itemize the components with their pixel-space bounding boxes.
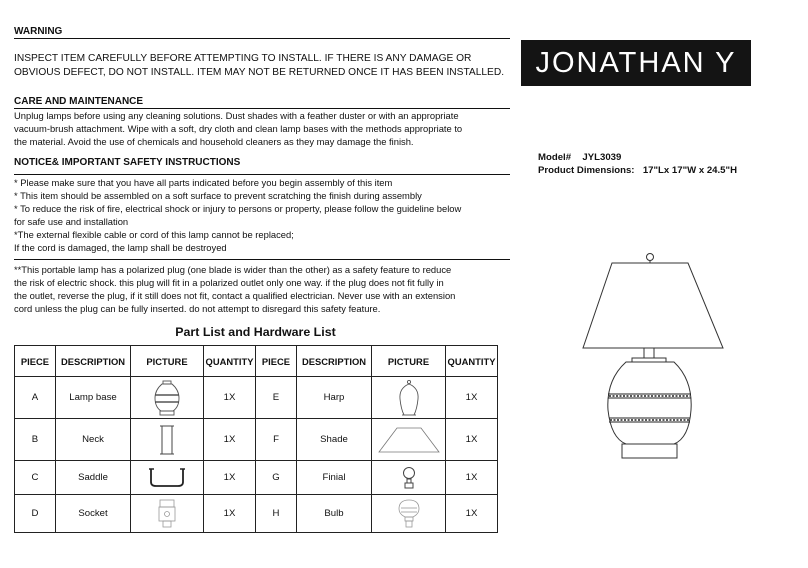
header-piece: PIECE — [256, 346, 297, 377]
plug-line: the risk of electric shock. this plug will fit in a polarized outlet only one way. if the plug does not fit fully in — [14, 277, 444, 288]
piece-description: Shade — [297, 419, 372, 461]
piece-description: Neck — [56, 419, 131, 461]
dimensions-row — [538, 164, 737, 177]
piece-description: Harp — [297, 377, 372, 419]
piece-picture — [372, 419, 446, 461]
dimensions-value: 17"Lx 17"W x 24.5"H — [642, 165, 737, 176]
model-label: Model# — [538, 152, 572, 163]
piece-picture — [372, 377, 446, 419]
piece-description: Finial — [297, 461, 372, 495]
shade-icon — [377, 425, 441, 455]
piece-letter: B — [15, 419, 56, 461]
piece-picture — [131, 495, 204, 533]
piece-letter: F — [256, 419, 297, 461]
plug-line: the outlet, reverse the plug, if it still does not fit, contact a qualified electrician. Never use with an extension — [14, 290, 456, 301]
table-row — [15, 495, 498, 533]
neck-icon — [157, 424, 177, 456]
piece-letter: E — [256, 377, 297, 419]
parts-table — [14, 345, 498, 533]
parts-list-title: Part List and Hardware List — [175, 325, 336, 339]
notice-line: for safe use and installation — [14, 216, 129, 227]
piece-quantity: 1X — [446, 495, 498, 533]
piece-letter: H — [256, 495, 297, 533]
piece-letter: C — [15, 461, 56, 495]
warning-line: INSPECT ITEM CAREFULLY BEFORE ATTEMPTING TO INSTALL. IF THERE IS ANY DAMAGE OR — [14, 53, 472, 64]
brand-logo: JONATHAN Y — [521, 40, 751, 86]
model-row — [538, 151, 737, 164]
piece-picture — [131, 419, 204, 461]
table-row — [15, 461, 498, 495]
care-line: vacuum-brush attachment. Wipe with a soft, dry cloth and clean lamp bases with the methods appropriate to — [14, 123, 463, 134]
lamp-illustration — [578, 246, 728, 462]
piece-quantity: 1X — [446, 377, 498, 419]
parts-header-row — [15, 346, 498, 377]
warning-rule — [14, 38, 510, 39]
table-row — [15, 419, 498, 461]
notice-line: If the cord is damaged, the lamp shall be destroyed — [14, 242, 227, 253]
piece-description: Socket — [56, 495, 131, 533]
piece-quantity: 1X — [204, 495, 256, 533]
notice-line: * To reduce the risk of fire, electrical shock or injury to persons or property, please follow the guideline below — [14, 203, 462, 214]
piece-quantity: 1X — [204, 461, 256, 495]
header-quantity: QUANTITY — [446, 346, 498, 377]
notice-text — [14, 176, 461, 254]
header-description: DESCRIPTION — [56, 346, 131, 377]
piece-picture — [372, 495, 446, 533]
plug-line: cord unless the plug can be fully inserted. do not attempt to disregard this safety feature. — [14, 303, 381, 314]
warning-text — [14, 52, 504, 80]
notice-rule — [14, 174, 510, 175]
piece-quantity: 1X — [204, 419, 256, 461]
finial-icon — [400, 465, 418, 491]
header-picture: PICTURE — [131, 346, 204, 377]
notice-divider — [14, 259, 510, 260]
saddle-icon — [147, 466, 187, 490]
notice-line: * Please make sure that you have all parts indicated before you begin assembly of this item — [14, 177, 393, 188]
care-line: Unplug lamps before using any cleaning solutions. Dust shades with a feather duster or with an appropriate — [14, 110, 459, 121]
piece-description: Saddle — [56, 461, 131, 495]
notice-line: * This item should be assembled on a soft surface to prevent scratching the finish during assembly — [14, 190, 422, 201]
header-picture: PICTURE — [372, 346, 446, 377]
header-description: DESCRIPTION — [297, 346, 372, 377]
product-info — [538, 151, 737, 177]
plug-text — [14, 263, 455, 315]
piece-picture — [131, 461, 204, 495]
notice-line: *The external flexible cable or cord of this lamp cannot be replaced; — [14, 229, 294, 240]
piece-quantity: 1X — [446, 461, 498, 495]
harp-icon — [395, 379, 423, 417]
warning-line: OBVIOUS DEFECT, DO NOT INSTALL. ITEM MAY NOT BE RETURNED ONCE IT HAS BEEN INSTALLED. — [14, 67, 505, 78]
piece-description: Lamp base — [56, 377, 131, 419]
piece-picture — [372, 461, 446, 495]
care-title: CARE AND MAINTENANCE — [14, 96, 144, 107]
care-text — [14, 109, 462, 148]
socket-icon — [155, 498, 179, 530]
header-piece: PIECE — [15, 346, 56, 377]
header-quantity: QUANTITY — [204, 346, 256, 377]
care-line: the material. Avoid the use of chemicals and household cleaners as they may damage the finish. — [14, 136, 414, 147]
piece-letter: G — [256, 461, 297, 495]
piece-letter: D — [15, 495, 56, 533]
piece-picture — [131, 377, 204, 419]
lamp-base-icon — [152, 380, 182, 416]
piece-quantity: 1X — [446, 419, 498, 461]
warning-title: WARNING — [14, 26, 63, 37]
table-row — [15, 377, 498, 419]
dimensions-label: Product Dimensions: — [538, 165, 635, 176]
piece-quantity: 1X — [204, 377, 256, 419]
piece-description: Bulb — [297, 495, 372, 533]
notice-title: NOTICE& IMPORTANT SAFETY INSTRUCTIONS — [14, 157, 241, 168]
piece-letter: A — [15, 377, 56, 419]
plug-line: **This portable lamp has a polarized plug (one blade is wider than the other) as a safety feature to reduce — [14, 264, 452, 275]
model-number: JYL3039 — [582, 152, 622, 163]
bulb-icon — [396, 498, 422, 530]
